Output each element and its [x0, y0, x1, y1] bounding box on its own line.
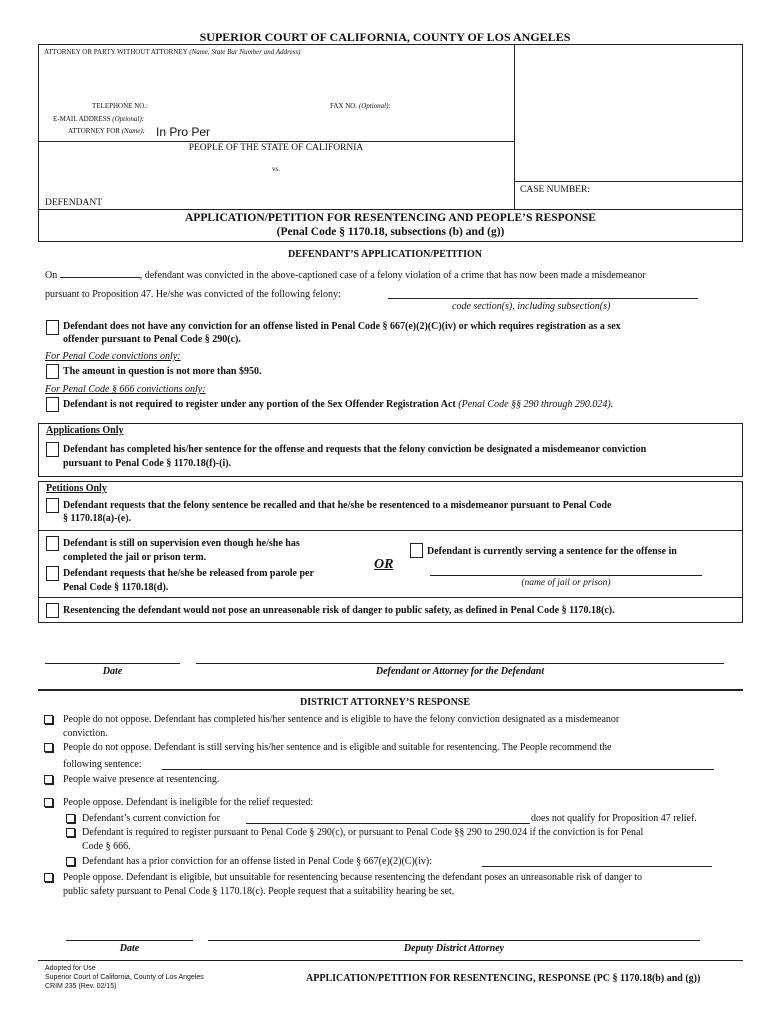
- da-no-oppose-completed-text-2: conviction.: [63, 728, 108, 739]
- da-no-oppose-completed-checkbox[interactable]: [44, 715, 53, 724]
- parole-release-checkbox[interactable]: [46, 566, 59, 581]
- petition-recall-text-2: § 1170.18(a)-(e).: [63, 513, 132, 524]
- petition-recall-checkbox[interactable]: [46, 498, 59, 513]
- court-title: SUPERIOR COURT OF CALIFORNIA, COUNTY OF LOS ANGELES: [199, 30, 571, 44]
- defendant-date-field[interactable]: [45, 663, 180, 664]
- da-no-oppose-serving-text: People do not oppose. Defendant is still serving his/her sentence and is eligible and suitable for resentencing. The People recommend the: [63, 742, 612, 753]
- or-label: OR: [374, 557, 394, 572]
- da-required-register-checkbox[interactable]: [66, 828, 75, 837]
- parole-release-text: Defendant requests that he/she be released from parole per: [63, 568, 314, 579]
- not-required-register-checkbox[interactable]: [46, 397, 59, 412]
- form-title-line2: (Penal Code § 1170.18, subsections (b) and (g)): [276, 226, 505, 238]
- conviction-date-line: On , defendant was convicted in the above-captioned case of a felony violation of a crime that has now been made a misdemeanor: [45, 270, 646, 281]
- da-prior-conviction-field[interactable]: [482, 866, 712, 867]
- da-oppose-unsuitable-text: People oppose. Defendant is eligible, but unsuitable for resentencing because resentencing the defendant poses an unreasonable risk of danger to: [63, 872, 642, 883]
- code-section-hint: code section(s), including subsection(s): [452, 301, 611, 312]
- da-signature-label: Deputy District Attorney: [403, 943, 505, 954]
- attorney-for-field[interactable]: In Pro Per: [156, 125, 211, 139]
- on-supervision-checkbox[interactable]: [46, 536, 59, 551]
- on-supervision-text-2: completed the jail or prison term.: [63, 552, 207, 563]
- fax-label: FAX NO. (Optional):: [330, 102, 391, 110]
- application-completed-text-2: pursuant to Penal Code § 1170.18(f)-(i).: [63, 458, 232, 469]
- da-oppose-unsuitable-text-2: public safety pursuant to Penal Code § 1170.18(c). People request that a suitability hearing be set.: [63, 886, 455, 897]
- email-label: E-MAIL ADDRESS (Optional):: [53, 115, 145, 123]
- defendant-signature-field[interactable]: [196, 663, 724, 664]
- petitions-only-label: Petitions Only: [46, 483, 107, 494]
- attorney-for-label: ATTORNEY FOR (Name):: [68, 127, 146, 135]
- currently-serving-text: Defendant is currently serving a sentence for the offense in: [427, 546, 677, 557]
- telephone-label: TELEPHONE NO.:: [92, 102, 148, 110]
- da-current-conviction-text-end: does not qualify for Proposition 47 relief.: [531, 813, 697, 824]
- amount-under-950-checkbox[interactable]: [46, 364, 59, 379]
- petition-recall-text: Defendant requests that the felony sentence be recalled and that he/she be resentenced to a misdemeanor pursuant to Penal Code: [63, 500, 612, 511]
- footer-adopted: Adopted for Use: [45, 965, 96, 972]
- form-title-line1: APPLICATION/PETITION FOR RESENTENCING AND PEOPLE’S RESPONSE: [185, 212, 596, 224]
- da-current-conviction-checkbox[interactable]: [66, 814, 75, 823]
- pc666-label: For Penal Code § 666 convictions only:: [45, 384, 206, 395]
- da-required-register-text-2: Code § 666.: [82, 841, 131, 852]
- defendant-section-heading: DEFENDANT’S APPLICATION/PETITION: [287, 249, 482, 260]
- da-oppose-ineligible-text: People oppose. Defendant is ineligible for the relief requested:: [63, 797, 314, 808]
- applications-only-label: Applications Only: [46, 425, 124, 436]
- felony-line: pursuant to Proposition 47. He/she was convicted of the following felony:: [45, 289, 341, 300]
- no-disqualifying-conviction-text-2: offender pursuant to Penal Code § 290(c).: [63, 334, 241, 345]
- da-current-conviction-field[interactable]: [246, 823, 530, 824]
- not-required-register-text: Defendant is not required to register under any portion of the Sex Offender Registration Act (Penal Code §§ 290 through 290.024).: [63, 399, 614, 410]
- conviction-date-field[interactable]: [60, 277, 140, 278]
- da-prior-conviction-text: Defendant has a prior conviction for an offense listed in Penal Code § 667(e)(2)(C)(iv):: [82, 856, 432, 867]
- da-waive-presence-text: People waive presence at resentencing.: [63, 774, 220, 785]
- parole-release-text-2: Penal Code § 1170.18(d).: [63, 582, 169, 593]
- no-risk-text: Resentencing the defendant would not pose an unreasonable risk of danger to public safety, as defined in Penal Code § 1170.18(c).: [63, 605, 615, 616]
- plaintiff-name: PEOPLE OF THE STATE OF CALIFORNIA: [188, 143, 364, 153]
- currently-serving-checkbox[interactable]: [410, 543, 423, 558]
- da-no-oppose-serving-checkbox[interactable]: [44, 743, 53, 752]
- da-required-register-text: Defendant is required to register pursuant to Penal Code § 290(c), or pursuant to Penal Code §§ 290 to 290.024 if the conviction is for Penal: [82, 827, 644, 838]
- da-oppose-ineligible-checkbox[interactable]: [44, 798, 53, 807]
- footer-form-title: APPLICATION/PETITION FOR RESENTENCING, RESPONSE (PC § 1170.18(b) and (g)): [306, 973, 701, 984]
- da-no-oppose-completed-text: People do not oppose. Defendant has completed his/her sentence and is eligible to have the felony conviction designated as a misdemeanor: [63, 714, 620, 725]
- da-recommended-sentence-field[interactable]: [162, 769, 714, 770]
- case-number-label[interactable]: CASE NUMBER:: [520, 185, 590, 195]
- da-recommended-sentence-line: following sentence:: [63, 759, 142, 770]
- da-date-label: Date: [119, 943, 140, 954]
- amount-under-950-text: The amount in question is not more than $950.: [63, 366, 262, 377]
- application-completed-text: Defendant has completed his/her sentence for the offense and requests that the felony conviction be designated a misdemeanor conviction: [63, 444, 647, 455]
- no-disqualifying-conviction-checkbox[interactable]: [46, 320, 59, 335]
- jail-name-field[interactable]: [430, 575, 702, 576]
- pc-convictions-label: For Penal Code convictions only:: [45, 351, 181, 362]
- jail-name-hint: (name of jail or prison): [521, 578, 611, 588]
- defendant-date-label: Date: [102, 666, 123, 677]
- da-section-heading: DISTRICT ATTORNEY’S RESPONSE: [299, 697, 471, 708]
- versus-label: vs.: [272, 165, 280, 173]
- no-risk-checkbox[interactable]: [46, 603, 59, 618]
- da-signature-field[interactable]: [208, 940, 700, 941]
- defendant-signature-label: Defendant or Attorney for the Defendant: [375, 666, 545, 677]
- footer-form-number: CRIM 235 (Rev. 02/15): [45, 983, 117, 990]
- da-waive-presence-checkbox[interactable]: [44, 775, 53, 784]
- da-prior-conviction-checkbox[interactable]: [66, 857, 75, 866]
- attorney-label: ATTORNEY OR PARTY WITHOUT ATTORNEY (Name, State Bar Number and Address): [44, 48, 301, 56]
- da-oppose-unsuitable-checkbox[interactable]: [44, 873, 53, 882]
- felony-code-field[interactable]: [388, 298, 698, 299]
- application-completed-checkbox[interactable]: [46, 442, 59, 457]
- defendant-label: DEFENDANT: [45, 198, 102, 208]
- da-date-field[interactable]: [66, 940, 193, 941]
- no-disqualifying-conviction-text: Defendant does not have any conviction for an offense listed in Penal Code § 667(e)(2)(C)(iv) or which requires registration as a sex: [63, 321, 621, 332]
- on-supervision-text: Defendant is still on supervision even though he/she has: [63, 538, 300, 549]
- footer-court: Superior Court of California, County of Los Angeles: [45, 974, 204, 981]
- da-current-conviction-text-start: Defendant’s current conviction for: [82, 813, 221, 824]
